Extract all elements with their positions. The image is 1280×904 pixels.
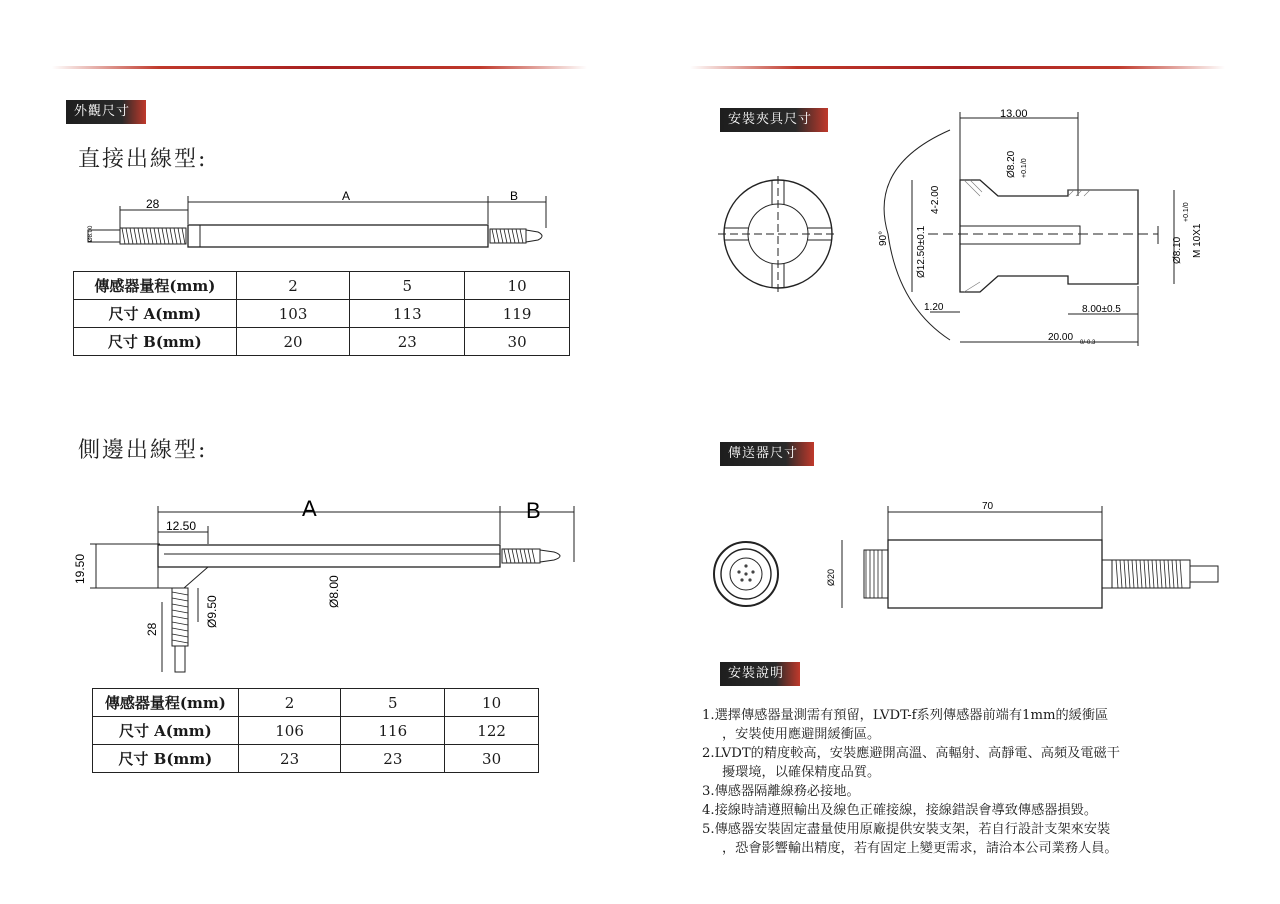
install-notes xyxy=(702,706,1242,858)
table-cell: 5 xyxy=(350,272,465,300)
probe-tip xyxy=(540,550,560,562)
table-cell: 23 xyxy=(341,745,445,773)
table-cell: 10 xyxy=(445,689,539,717)
rear-spring xyxy=(120,228,186,244)
note-item-2: 2.LVDT的精度較高，安裝應避開高溫、高輻射、高靜電、高頻及電磁干 xyxy=(702,746,1120,761)
dim-800-label: 8.00±0.5 xyxy=(1082,304,1121,315)
left-top-rule xyxy=(52,66,587,69)
table-cell: 10 xyxy=(465,272,570,300)
table-cell: 5 xyxy=(341,689,445,717)
table-cell: 2 xyxy=(236,272,350,300)
dim-820-tol-label: +0.1/0 xyxy=(1021,158,1028,178)
probe-tip xyxy=(526,230,542,242)
table-cell: 116 xyxy=(341,717,445,745)
section-tag-install: 安裝說明 xyxy=(720,662,800,686)
transmitter-cable xyxy=(1190,566,1218,582)
clamp-bore xyxy=(960,226,1080,244)
dim-1950-label: 19.50 xyxy=(73,553,87,584)
side-wire-drawing xyxy=(66,492,580,682)
section-tag-transmitter: 傳送器尺寸 xyxy=(720,442,814,466)
dim-2000-label: 20.00 xyxy=(1048,332,1074,343)
dim-m10-label: M 10X1 xyxy=(1192,223,1203,258)
note-item-1: 1.選擇傳感器量測需有預留，LVDT-f系列傳感器前端有1mm的緩衝區 xyxy=(702,708,1109,723)
table-cell: 30 xyxy=(465,328,570,356)
clamp-drawing xyxy=(718,106,1208,352)
table-cell: 尺寸 B(mm) xyxy=(74,328,237,356)
table-cell: 122 xyxy=(445,717,539,745)
table-cell: 尺寸 A(mm) xyxy=(93,717,239,745)
note-item-2-cont: 擾環境，以確保精度品質。 xyxy=(722,765,881,780)
sensor-body xyxy=(188,225,488,247)
transmitter-body xyxy=(888,540,1102,608)
table-cell: 傳感器量程(mm) xyxy=(93,689,239,717)
table-cell: 尺寸 B(mm) xyxy=(93,745,239,773)
dim-810-label: Ø8.10 xyxy=(1172,236,1183,264)
section-tag-appearance: 外觀尺寸 xyxy=(66,100,146,124)
side-elbow xyxy=(158,567,208,588)
note-item-5-cont: ，恐會影響輸出精度，若有固定上變更需求，請洽本公司業務人員。 xyxy=(722,841,1118,856)
transmitter-drawing xyxy=(712,494,1228,626)
dim-b-label: B xyxy=(526,498,541,523)
dim-28-label: 28 xyxy=(146,197,160,211)
dim-900-label: 90° xyxy=(878,230,889,246)
table-cell: 2 xyxy=(238,689,341,717)
clamp-section xyxy=(960,180,1138,292)
table-cell: 23 xyxy=(350,328,465,356)
dim-400-200-label: 4-2.00 xyxy=(930,185,941,214)
side-cable xyxy=(175,646,185,672)
dim-1300-label: 13.00 xyxy=(1000,108,1028,120)
table-cell: 119 xyxy=(465,300,570,328)
direct-wire-title: 直接出線型: xyxy=(78,147,208,172)
dim-820-label: Ø8.20 xyxy=(1006,150,1017,178)
dim-28-label: 28 xyxy=(145,622,159,636)
note-item-4: 4.接線時請遵照輸出及線色正確接線，接線錯誤會導致傳感器損毀。 xyxy=(702,803,1098,818)
dim-1250-label: 12.50 xyxy=(166,519,197,533)
table-cell: 23 xyxy=(238,745,341,773)
table-cell: 尺寸 A(mm) xyxy=(74,300,237,328)
dim-1250-label: Ø12.50±0.1 xyxy=(916,225,927,278)
note-item-5: 5.傳感器安裝固定盡量使用原廠提供安裝支架，若自行設計支架來安裝 xyxy=(702,822,1111,837)
note-item-3: 3.傳感器隔離線務必接地。 xyxy=(702,784,860,799)
table-row xyxy=(74,328,570,356)
dim-2000-tol-label: 0/-0.3 xyxy=(1080,340,1096,346)
table-row xyxy=(74,272,570,300)
table-cell: 20 xyxy=(236,328,350,356)
dim-810-tol-label: +0.1/0 xyxy=(1183,202,1190,222)
dim-20-label: Ø20 xyxy=(826,568,836,586)
table-row xyxy=(93,717,539,745)
table-cell: 傳感器量程(mm) xyxy=(74,272,237,300)
table-row xyxy=(74,300,570,328)
dim-70-label: 70 xyxy=(982,501,994,512)
side-wire-spec-table xyxy=(92,688,539,773)
table-cell: 30 xyxy=(445,745,539,773)
sensor-body xyxy=(158,545,500,567)
direct-wire-drawing xyxy=(80,188,560,260)
dim-950-label: Ø9.50 xyxy=(205,595,219,628)
dim-a-label: A xyxy=(302,496,317,521)
table-cell: 113 xyxy=(350,300,465,328)
direct-wire-spec-table xyxy=(73,271,570,356)
section-tag-clamp: 安裝夾具尺寸 xyxy=(720,108,828,132)
note-item-1-cont: ，安裝使用應避開緩衝區。 xyxy=(722,727,881,742)
side-spring xyxy=(172,588,188,646)
table-row xyxy=(93,745,539,773)
dim-b-label: B xyxy=(510,189,519,203)
table-cell: 103 xyxy=(236,300,350,328)
dim-120-label: 1.20 xyxy=(924,302,944,313)
transmitter-spring xyxy=(1112,560,1190,588)
dim-a-label: A xyxy=(342,189,351,203)
dim-dia-label: Ø8.00 xyxy=(88,225,94,242)
table-cell: 106 xyxy=(238,717,341,745)
side-wire-title: 側邊出線型: xyxy=(78,438,208,463)
dim-800-label: Ø8.00 xyxy=(327,575,341,608)
right-top-rule xyxy=(690,66,1225,69)
thread-section xyxy=(864,550,888,598)
table-row xyxy=(93,689,539,717)
